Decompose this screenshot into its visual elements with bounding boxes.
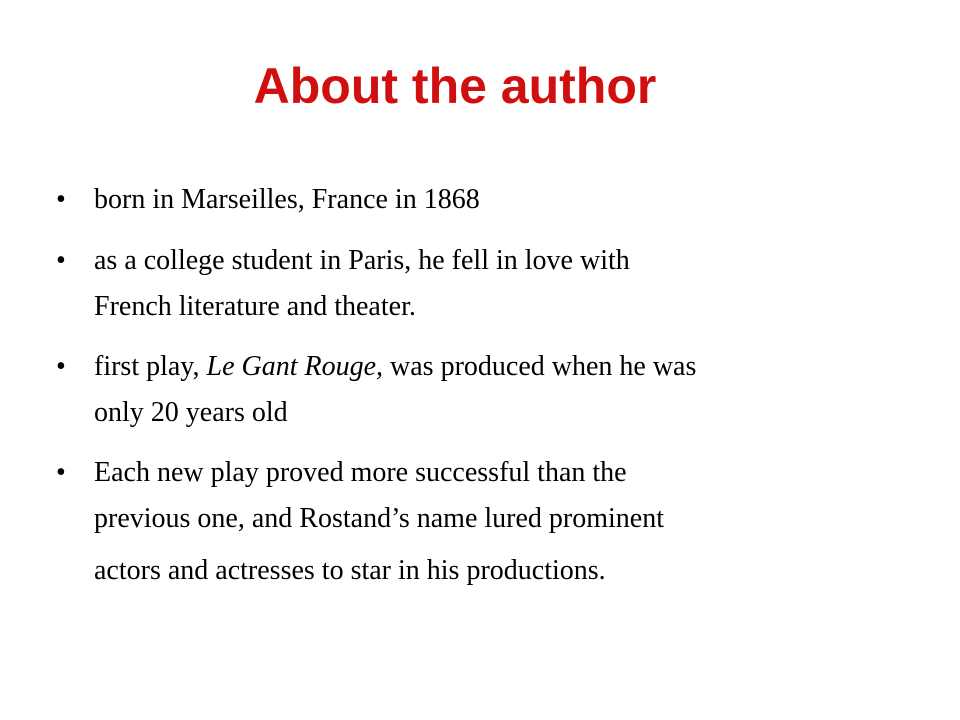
slide-title: About the author — [253, 58, 657, 114]
bullet-marker: • — [56, 457, 66, 488]
bullet-marker: • — [56, 245, 66, 276]
bullet-text-line-2: French literature and theater. — [94, 291, 416, 322]
bullet-text-line-1 — [94, 344, 926, 390]
bullet-text-line-2: only 20 years old — [94, 397, 288, 428]
bullet-text-suffix: was produced when he was — [383, 351, 697, 382]
bullet-text: born in Marseilles, France in 1868 — [94, 184, 480, 215]
bullet-marker: • — [56, 184, 66, 215]
bullet-text-line-2: previous one, and Rostand’s name lured prominent — [94, 503, 664, 534]
bullet-text-line-1: Each new play proved more successful than the — [94, 457, 627, 488]
bullet-text-line-3: actors and actresses to star in his productions. — [94, 555, 606, 586]
bullet-text-line-1: as a college student in Paris, he fell in love with — [94, 245, 630, 276]
bullet-item-birth — [56, 176, 926, 224]
bullet-item-first-play — [56, 344, 926, 436]
play-title: Le Gant Rouge, — [206, 351, 384, 382]
bullet-list — [56, 176, 926, 614]
bullet-marker: • — [56, 351, 66, 382]
bullet-item-college — [56, 238, 926, 330]
bullet-text-prefix: first play, — [94, 351, 207, 382]
bullet-item-success — [56, 450, 926, 600]
